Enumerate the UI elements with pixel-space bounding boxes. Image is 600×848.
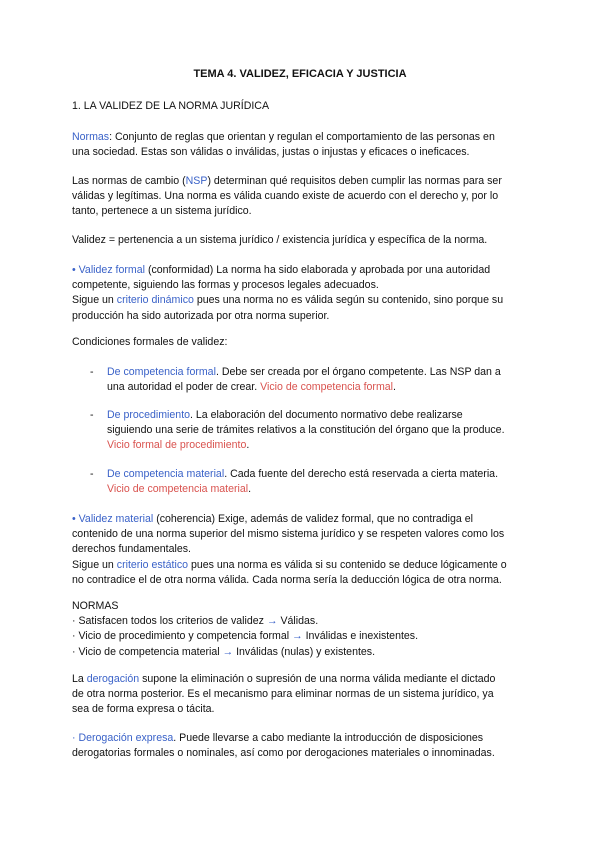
term-normas: Normas [72,131,110,143]
paragraph-normas-cambio: Las normas de cambio (NSP) determinan qué requisitos deben cumplir las normas para ser válidas y legítimas. Una norma es válida cuando existe de acuerdo con el derecho y, por lo tanto, pertenece a un sistema jurídico. [72,175,502,218]
arrow-right-icon: → [292,630,303,643]
term-validez-formal: Validez formal [78,264,145,276]
term-competencia-formal: De competencia formal [107,366,216,378]
arrow-right-icon: → [222,645,234,658]
dash-bullet: - [90,468,94,480]
dash-bullet: - [90,409,94,421]
term-competencia-material: De competencia material [107,468,225,480]
paragraph-validez-material: • Validez material (coherencia) Exige, además de validez formal, que no contradiga el contenido de una norma superior del mismo sistema jurídico y se respeten valores como los derechos fundamentales. Sigue un criterio estático pues una norma es válida si su contenido se deduce lógicamente o no contradice el de otra norma válida. Cada norma sería la deducción lógica de otra norma. [72,513,507,586]
normas-list [72,599,532,660]
condition-competencia-material: De competencia material. Cada fuente del derecho está reservada a cierta materia. Vicio de competencia material. [107,468,499,496]
paragraph-validez: Validez = pertenencia a un sistema jurídico / existencia jurídica y específica de la norma. [72,234,488,246]
list-item: · Satisfacen todos los criterios de validez → Válidas. [72,615,319,628]
vicio-competencia-formal: Vicio de competencia formal [260,381,394,394]
paragraph-validez-formal: • Validez formal (conformidad) La norma ha sido elaborada y aprobada por una autoridad competente, siguiendo las formas y procesos legales adecuados. Sigue un criterio dinámico pues una norma no es válida según su contenido, sino porque su producción ha sido autorizada por otra norma superior. [72,264,504,322]
section-heading: 1. LA VALIDEZ DE LA NORMA JURÍDICA [72,100,270,112]
list-item: · Vicio de competencia material → Inválidas (nulas) y existentes. [72,645,376,658]
condition-competencia-formal: De competencia formal. Debe ser creada por el órgano competente. Las NSP dan a una autoridad el poder de crear. Vicio de competencia formal. [107,366,501,394]
condition-procedimiento: De procedimiento. La elaboración del documento normativo debe realizarse siguiendo una serie de trámites relativos a la constitución del órgano que la produce. Vicio formal de procedimiento. [107,409,505,452]
term-derogacion-expresa: · Derogación expresa [72,732,174,744]
term-procedimiento: De procedimiento [107,409,191,421]
term-criterio-dinamico: criterio dinámico [116,294,194,307]
term-validez-material: Validez material [78,513,154,525]
dash-bullet: - [90,366,94,378]
term-nsp: NSP [185,175,208,187]
paragraph-derogacion-expresa: · Derogación expresa. Puede llevarse a cabo mediante la introducción de disposiciones derogatorias formales o nominales, así como por derogaciones materiales o innominadas. [72,732,495,760]
page-title: TEMA 4. VALIDEZ, EFICACIA Y JUSTICIA [193,68,407,80]
arrow-right-icon: → [266,615,278,628]
paragraph-normas: Normas: Conjunto de reglas que orientan y regulan el comportamiento de las personas en una sociedad. Estas son válidas o inválidas, justas o injustas y eficaces o ineficaces. [72,131,495,159]
paragraph-derogacion: La derogación supone la eliminación o supresión de una norma válida mediante el dictado de otra norma posterior. Es el mecanismo para eliminar normas de un sistema jurídico, ya sea de forma expresa o tácita. [72,673,496,716]
list-item: · Vicio de procedimiento y competencia formal → Inválidas e inexistentes. [72,630,419,643]
normas-list-heading: NORMAS [72,600,119,612]
term-criterio-estatico: criterio estático [116,558,189,571]
vicio-procedimiento: Vicio formal de procedimiento [107,439,247,452]
condiciones-heading: Condiciones formales de validez: [72,336,228,348]
vicio-competencia-material: Vicio de competencia material [107,483,249,496]
term-derogacion: derogación [86,673,140,685]
